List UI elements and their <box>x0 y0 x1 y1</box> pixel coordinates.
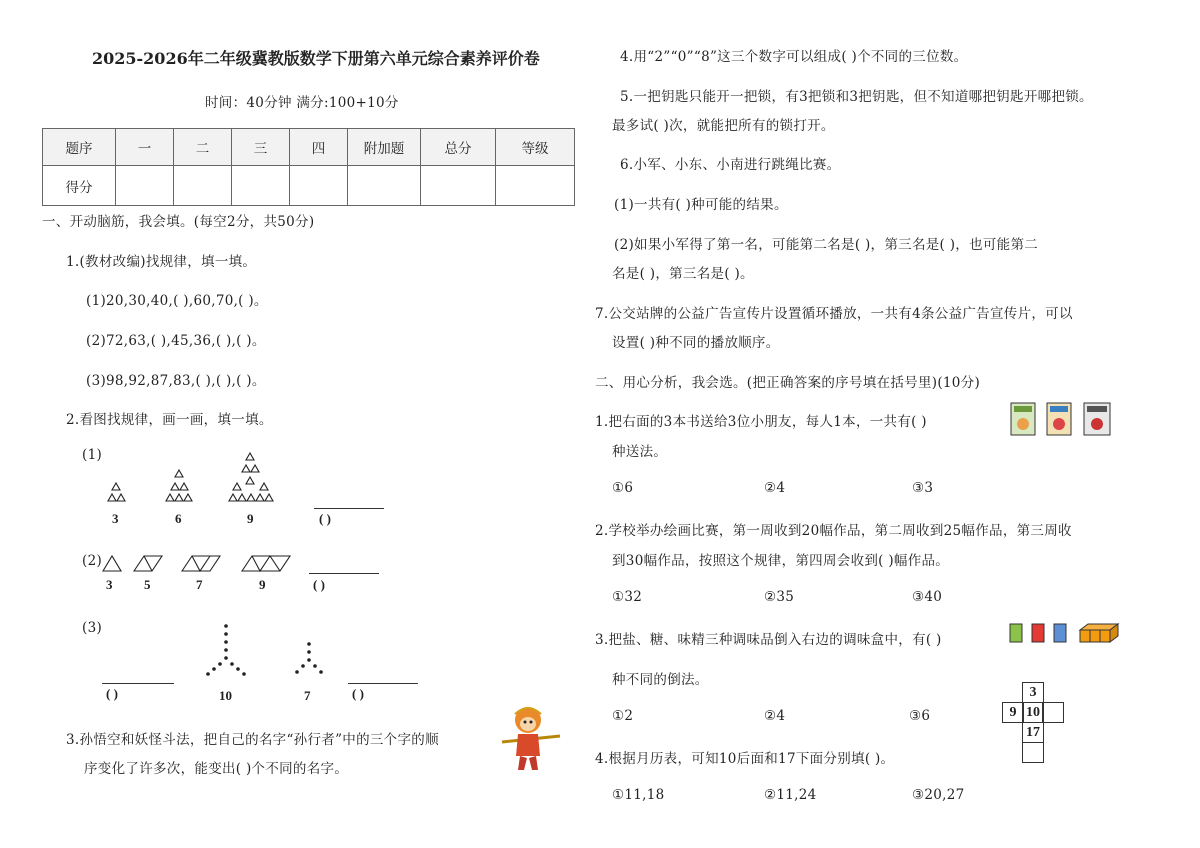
q2-g3-label: (3) <box>82 620 103 636</box>
p2-q3-line1: 3.把盐、糖、味精三种调味品倒入右边的调味盒中，有( ) <box>595 632 942 648</box>
q3-line2: 序变化了许多次，能变出( )个不同的名字。 <box>84 761 349 777</box>
p2-q1-line1: 1.把右面的3本书送给3位小朋友，每人1本，一共有( ) <box>595 414 927 430</box>
q2-g1-num: 3 <box>112 511 119 526</box>
calendar-cell-left: 9 <box>1002 702 1024 723</box>
score-header-cell: 一 <box>116 129 174 166</box>
p2-q3-option[interactable]: ①2 <box>612 708 634 724</box>
q1-item-3: (3)98,92,87,83,( ),( ),( )。 <box>86 373 266 389</box>
q2-g2-num: 5 <box>144 577 151 592</box>
score-cell[interactable] <box>174 166 232 206</box>
score-header-cell: 四 <box>290 129 348 166</box>
q7-line1: 7.公交站牌的公益广告宣传片设置循环播放，一共有4条公益广告宣传片，可以 <box>595 306 1073 322</box>
score-header-cell: 附加题 <box>348 129 421 166</box>
answer-blank[interactable]: ( ) <box>319 511 331 526</box>
q2-g1-num: 9 <box>247 511 254 526</box>
score-header-cell: 题序 <box>43 129 116 166</box>
p2-q1-option[interactable]: ①6 <box>612 480 634 496</box>
answer-line <box>102 683 174 684</box>
score-header-cell: 总分 <box>421 129 496 166</box>
q2-g1-num: 6 <box>175 511 182 526</box>
p2-q1-option[interactable]: ③3 <box>912 480 934 496</box>
p2-q4-line1: 4.根据月历表，可知10后面和17下面分别填( )。 <box>595 751 895 767</box>
q5-line1: 5.一把钥匙只能开一把锁，有3把锁和3把钥匙，但不知道哪把钥匙开哪把锁。 <box>620 89 1093 105</box>
score-header-cell: 等级 <box>496 129 575 166</box>
p2-q2-option[interactable]: ②35 <box>764 589 795 605</box>
q2-g2-num: 3 <box>106 577 113 592</box>
q6-sub2-line1: (2)如果小军得了第一名，可能第二名是( )，第三名是( )，也可能第二 <box>614 237 1039 253</box>
score-cell[interactable] <box>496 166 575 206</box>
dot-pattern-figure <box>200 622 340 682</box>
q4: 4.用“2”“0”“8”这三个数字可以组成( )个不同的三位数。 <box>620 49 968 65</box>
q2-g2-label: (2) <box>82 553 103 569</box>
q2-g2-num: 7 <box>196 577 203 592</box>
p2-q2-line2: 到30幅作品，按照这个规律，第四周会收到( )幅作品。 <box>612 553 950 569</box>
q3-line1: 3.孙悟空和妖怪斗法，把自己的名字“孙行者”中的三个字的顺 <box>66 732 439 748</box>
p2-q4-option[interactable]: ②11,24 <box>764 787 817 803</box>
part1-heading: 一、开动脑筋，我会填。(每空2分，共50分) <box>42 214 315 230</box>
q1-stem: 1.(教材改编)找规律，填一填。 <box>66 254 257 270</box>
q6-sub2-line2: 名是( )，第三名是( )。 <box>612 266 754 282</box>
p2-q4-option[interactable]: ①11,18 <box>612 787 665 803</box>
triangle-strip-figure <box>100 553 300 575</box>
p2-q3-option[interactable]: ③6 <box>909 708 931 724</box>
books-image <box>1010 402 1120 436</box>
score-cell[interactable] <box>421 166 496 206</box>
calendar-cell-bottom: 17 <box>1022 722 1044 743</box>
monkey-king-image <box>498 700 564 774</box>
seasoning-box-image <box>1008 620 1120 646</box>
q5-line2: 最多试( )次，就能把所有的锁打开。 <box>612 118 835 134</box>
q6-sub1: (1)一共有( )种可能的结果。 <box>614 197 788 213</box>
q2-g1-label: (1) <box>82 447 103 463</box>
p2-q3-option[interactable]: ②4 <box>764 708 786 724</box>
answer-line <box>348 683 418 684</box>
q6-stem: 6.小军、小东、小南进行跳绳比赛。 <box>620 157 841 173</box>
answer-blank[interactable]: ( ) <box>106 686 118 701</box>
answer-line <box>309 573 379 574</box>
triangle-pattern-figure <box>100 450 300 510</box>
answer-blank[interactable]: ( ) <box>313 577 325 592</box>
q2-g3-num: 10 <box>219 688 232 703</box>
score-header-cell: 二 <box>174 129 232 166</box>
score-cell[interactable] <box>116 166 174 206</box>
p2-q3-line2: 种不同的倒法。 <box>612 672 709 688</box>
p2-q2-option[interactable]: ①32 <box>612 589 643 605</box>
score-table <box>42 128 575 206</box>
p2-q1-line2: 种送法。 <box>612 444 668 460</box>
answer-blank[interactable]: ( ) <box>352 686 364 701</box>
calendar-cell-right[interactable] <box>1042 702 1064 723</box>
answer-line <box>314 508 384 509</box>
calendar-cell-top: 3 <box>1022 682 1044 703</box>
calendar-cell-below[interactable] <box>1022 742 1044 763</box>
p2-q1-option[interactable]: ②4 <box>764 480 786 496</box>
score-cell[interactable] <box>348 166 421 206</box>
q2-g3-num: 7 <box>304 688 311 703</box>
p2-q2-line1: 2.学校举办绘画比赛，第一周收到20幅作品，第二周收到25幅作品，第三周收 <box>595 523 1072 539</box>
p2-q4-option[interactable]: ③20,27 <box>912 787 965 803</box>
score-row-label: 得分 <box>43 166 116 206</box>
q2-g2-num: 9 <box>259 577 266 592</box>
q1-item-2: (2)72,63,( ),45,36,( ),( )。 <box>86 333 266 349</box>
page-subtitle: 时间：40分钟 满分:100+10分 <box>205 95 399 111</box>
score-cell[interactable] <box>290 166 348 206</box>
part2-heading: 二、用心分析，我会选。(把正确答案的序号填在括号里)(10分) <box>595 375 981 391</box>
page-title: 2025-2026年二年级冀教版数学下册第六单元综合素养评价卷 <box>92 49 540 68</box>
score-header-cell: 三 <box>232 129 290 166</box>
q7-line2: 设置( )种不同的播放顺序。 <box>612 335 780 351</box>
calendar-cell-center: 10 <box>1022 702 1044 723</box>
score-cell[interactable] <box>232 166 290 206</box>
q2-stem: 2.看图找规律，画一画，填一填。 <box>66 412 273 428</box>
q1-item-1: (1)20,30,40,( ),60,70,( )。 <box>86 293 268 309</box>
p2-q2-option[interactable]: ③40 <box>912 589 943 605</box>
